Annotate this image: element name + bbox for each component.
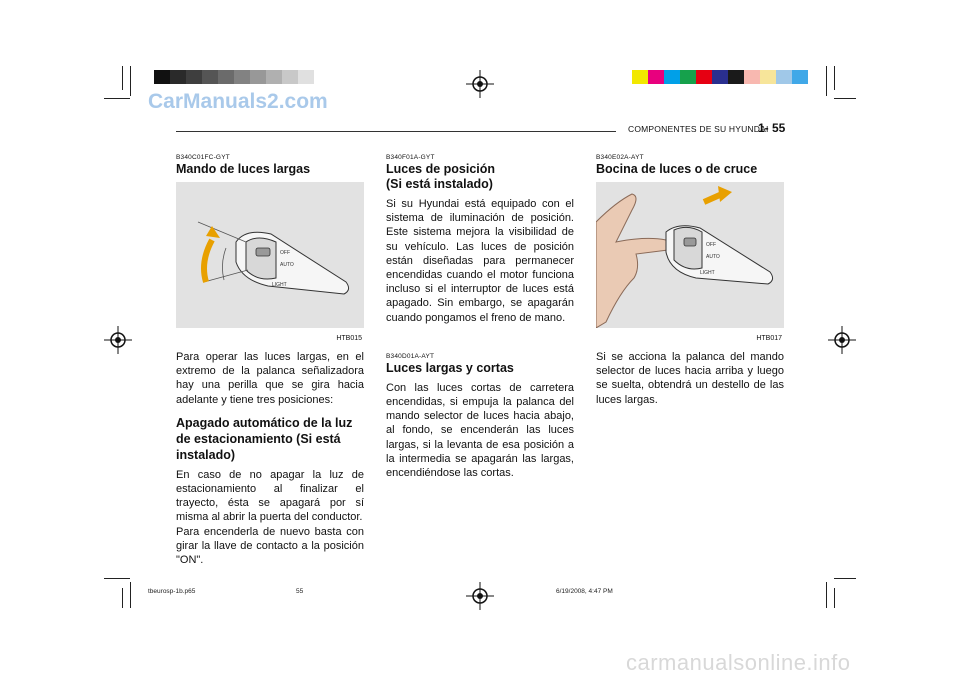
footer-datetime: 6/19/2008, 4:47 PM: [556, 588, 613, 595]
crop-mark: [826, 582, 827, 608]
color-swatch: [664, 70, 680, 84]
footer-file: tbeurosp-1b.p65: [148, 588, 196, 595]
section-code: B340F01A-GYT: [386, 154, 435, 161]
crop-mark: [122, 588, 123, 608]
lever-illustration: [176, 182, 364, 328]
color-swatch: [680, 70, 696, 84]
color-swatch: [218, 70, 234, 84]
svg-text:OFF: OFF: [280, 250, 290, 256]
section-code: B340C01FC-GYT: [176, 154, 230, 161]
svg-text:OFF: OFF: [706, 242, 716, 248]
column-right: [596, 154, 784, 407]
crop-mark: [834, 588, 835, 608]
crop-mark: [834, 66, 835, 90]
section-title-line: (Si está instalado): [386, 177, 493, 191]
color-swatch: [648, 70, 664, 84]
crop-mark: [104, 98, 130, 99]
section-code: B340E02A-AYT: [596, 154, 644, 161]
color-swatch: [744, 70, 760, 84]
crop-mark: [122, 66, 123, 90]
figure-flash-to-pass: [596, 182, 784, 342]
crop-mark: [834, 578, 856, 579]
section-title: Luces largas y cortas: [386, 360, 514, 375]
header-rule: [176, 131, 616, 132]
figure-code: HTB015: [336, 335, 362, 342]
figure-code: HTB017: [756, 335, 782, 342]
svg-text:AUTO: AUTO: [280, 262, 294, 268]
color-swatch: [282, 70, 298, 84]
color-swatch: [298, 70, 314, 84]
section-title: Mando de luces largas: [176, 162, 311, 176]
svg-text:LIGHT: LIGHT: [700, 270, 715, 276]
gray-calibration-bar: [154, 70, 314, 84]
column-left: [176, 154, 364, 567]
paragraph: Con las luces cortas de carretera encendidas, si empuja la palanca del mando selector de luces hacia abajo, al fondo, se encenderán las luces largas, si la levanta de esa posición a la intermedia se apagarán las largas, encendiéndose las cortas.: [386, 381, 574, 480]
paragraph: Si su Hyundai está equipado con el sistema de iluminación de posición. Este sistema mejora la visibilidad de su vehículo. Las luces de posición están diseñadas para permanecer encendidas cuando el motor funciona incluso si el interruptor de luces está apagado. Sin embargo, se apagarán cuando pongamos el freno de mano.: [386, 198, 574, 324]
color-calibration-bar: [632, 70, 808, 84]
section-title-line: Luces de posición: [386, 162, 496, 176]
section-code: B340D01A-AYT: [386, 352, 435, 360]
registration-target-icon: [466, 70, 494, 98]
page-number: 1- 55: [758, 121, 786, 135]
color-swatch: [712, 70, 728, 84]
color-swatch: [250, 70, 266, 84]
hand-lever-illustration: [596, 182, 784, 328]
paragraph: Para encenderla de nuevo basta con girar la llave de contacto a la posición "ON".: [176, 525, 364, 567]
color-swatch: [632, 70, 648, 84]
footer-page-number: 55: [296, 588, 304, 595]
registration-target-icon: [466, 582, 494, 610]
figure-high-beam-switch: [176, 182, 364, 342]
paragraph: Para operar las luces largas, en el extremo de la palanca señalizadora hay una perilla que se gira hacia adelante y tiene tres posiciones:: [176, 351, 364, 406]
footer-watermark[interactable]: carmanualsonline.info: [626, 650, 851, 675]
section-title: [386, 162, 574, 192]
paragraph: En caso de no apagar la luz de estacionamiento al finalizar el trayecto, ésta se apagará por sí misma al abrir la puerta del conductor.: [176, 468, 364, 524]
color-swatch: [696, 70, 712, 84]
color-swatch: [776, 70, 792, 84]
crop-mark: [130, 66, 131, 96]
color-swatch: [186, 70, 202, 84]
column-middle: [386, 154, 574, 480]
section-header: COMPONENTES DE SU HYUNDAI: [628, 124, 769, 134]
color-swatch: [792, 70, 808, 84]
crop-mark: [104, 578, 130, 579]
crop-mark: [834, 98, 856, 99]
subsection-title: Apagado automático de la luz de estacionamiento (Si está instalado): [176, 415, 353, 462]
color-swatch: [170, 70, 186, 84]
crop-mark: [826, 66, 827, 96]
color-swatch: [728, 70, 744, 84]
registration-target-icon: [104, 326, 132, 354]
registration-target-icon: [828, 326, 856, 354]
svg-text:LIGHT: LIGHT: [272, 282, 287, 288]
color-swatch: [154, 70, 170, 84]
color-swatch: [266, 70, 282, 84]
color-swatch: [202, 70, 218, 84]
color-swatch: [234, 70, 250, 84]
watermark[interactable]: CarManuals2.com: [148, 90, 328, 113]
svg-text:AUTO: AUTO: [706, 254, 720, 260]
paragraph: Si se acciona la palanca del mando selector de luces hacia arriba y luego se suelta, obtendrá un destello de las luces largas.: [596, 351, 784, 406]
crop-mark: [130, 582, 131, 608]
color-swatch: [760, 70, 776, 84]
section-title: Bocina de luces o de cruce: [596, 162, 758, 176]
